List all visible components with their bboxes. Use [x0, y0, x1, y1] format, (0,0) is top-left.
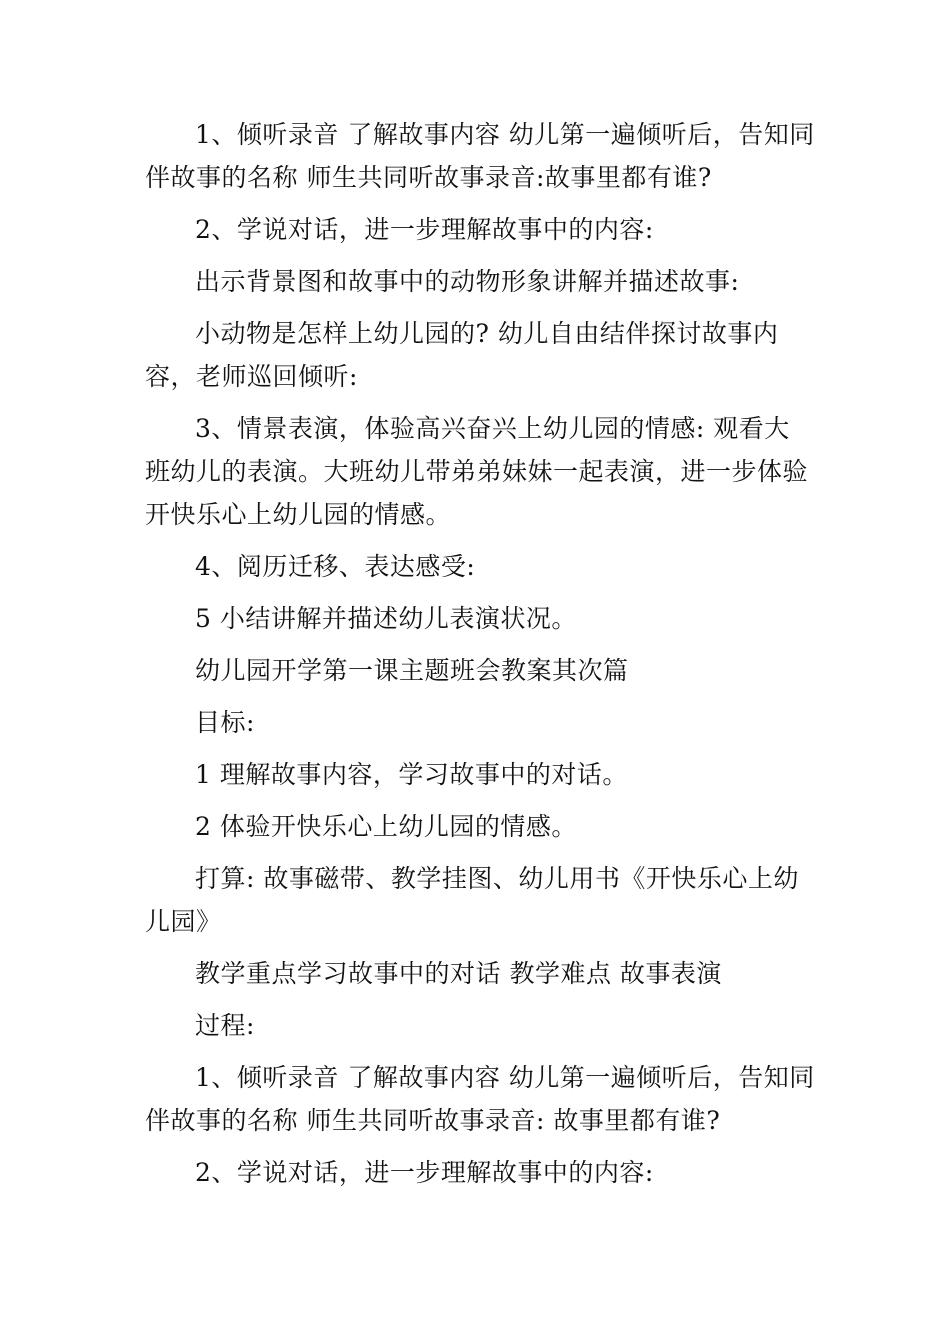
section-heading: 幼儿园开学第一课主题班会教案其次篇 — [195, 656, 629, 685]
paragraph-6: 4、阅历迁移、表达感受: — [195, 552, 476, 581]
paragraph-7: 5 小结讲解并描述幼儿表演状况。 — [195, 604, 577, 633]
paragraph-4: 小动物是怎样上幼儿园的? 幼儿自由结伴探讨故事内容，老师巡回倾听: — [145, 319, 779, 391]
paragraph-2: 2、学说对话，进一步理解故事中的内容: — [195, 215, 654, 244]
paragraph-5: 3、情景表演，体验高兴奋兴上幼儿园的情感: 观看大班幼儿的表演。大班幼儿带弟弟妹妹一起表演，进一步体验开快乐心上幼儿园的情感。 — [145, 414, 809, 529]
paragraph-14: 过程: — [195, 1011, 255, 1040]
paragraph-1: 1、倾听录音 了解故事内容 幼儿第一遍倾听后，告知同伴故事的名称 师生共同听故事录音:故事里都有谁? — [145, 120, 815, 192]
paragraph-9: 目标: — [195, 708, 255, 737]
document-body — [145, 113, 815, 1203]
paragraph-11: 2 体验开快乐心上幼儿园的情感。 — [195, 812, 577, 841]
paragraph-12: 打算: 故事磁带、教学挂图、幼儿用书《开快乐心上幼儿园》 — [145, 864, 799, 936]
paragraph-13: 教学重点学习故事中的对话 教学难点 故事表演 — [195, 959, 722, 988]
paragraph-16: 2、学说对话，进一步理解故事中的内容: — [195, 1158, 654, 1187]
paragraph-15: 1、倾听录音 了解故事内容 幼儿第一遍倾听后，告知同伴故事的名称 师生共同听故事录音: 故事里都有谁? — [145, 1063, 815, 1135]
paragraph-3: 出示背景图和故事中的动物形象讲解并描述故事: — [195, 267, 740, 296]
paragraph-10: 1 理解故事内容，学习故事中的对话。 — [195, 760, 628, 789]
